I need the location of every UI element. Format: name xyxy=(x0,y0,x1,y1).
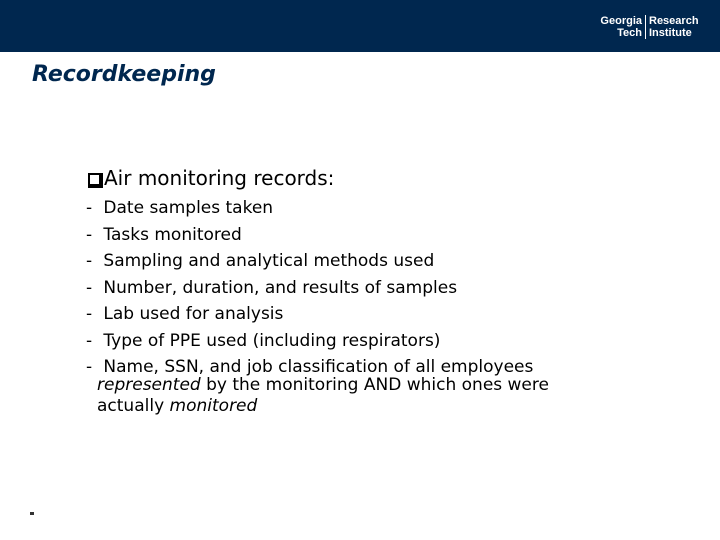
list-item-text: Date samples taken xyxy=(103,198,274,218)
list-item: - Number, duration, and results of samples xyxy=(86,277,458,298)
logo-text-tech: Tech xyxy=(617,27,642,39)
slide-title: Recordkeeping xyxy=(32,62,216,87)
list-item: - Sampling and analytical methods used xyxy=(86,251,435,271)
list-item-text: Tasks monitored xyxy=(103,224,242,245)
bullet-heading xyxy=(88,166,334,190)
bullet-heading-text: Air monitoring records: xyxy=(104,166,335,190)
logo-text-georgia: Georgia xyxy=(600,15,642,27)
footer-mark xyxy=(30,512,34,515)
emphasis-monitored: monitored xyxy=(169,395,258,416)
list-item-text: Type of PPE used (including respirators) xyxy=(103,330,441,351)
continuation-text: actually xyxy=(97,395,170,416)
continuation-text: by the monitoring AND which ones were xyxy=(200,374,549,395)
list-item: - Type of PPE used (including respirators) xyxy=(86,330,441,351)
list-item: - Lab used for analysis xyxy=(86,304,284,324)
header-bar xyxy=(0,0,720,52)
list-item-text: Sampling and analytical methods used xyxy=(103,251,435,271)
list-item-text: Lab used for analysis xyxy=(103,304,284,324)
emphasis-represented: represented xyxy=(97,374,201,395)
georgia-tech-research-institute-logo xyxy=(592,14,702,42)
list-item-text: Number, duration, and results of samples xyxy=(103,277,458,298)
record-items-list xyxy=(86,195,646,417)
logo-left-text xyxy=(592,15,642,39)
list-item-continuation xyxy=(86,375,646,396)
logo-right-text xyxy=(649,15,709,39)
list-item: - Date samples taken xyxy=(86,198,274,218)
list-item-continuation xyxy=(86,396,646,417)
list-item-text: Name, SSN, and job classification of all employees xyxy=(103,357,534,377)
list-item: - Name, SSN, and job classification of all employees xyxy=(86,357,534,377)
checkbox-bullet-icon xyxy=(88,173,101,186)
list-item: - Tasks monitored xyxy=(86,224,242,245)
logo-divider xyxy=(645,15,646,39)
logo-text-institute: Institute xyxy=(649,27,692,39)
logo-text-research: Research xyxy=(649,15,699,27)
